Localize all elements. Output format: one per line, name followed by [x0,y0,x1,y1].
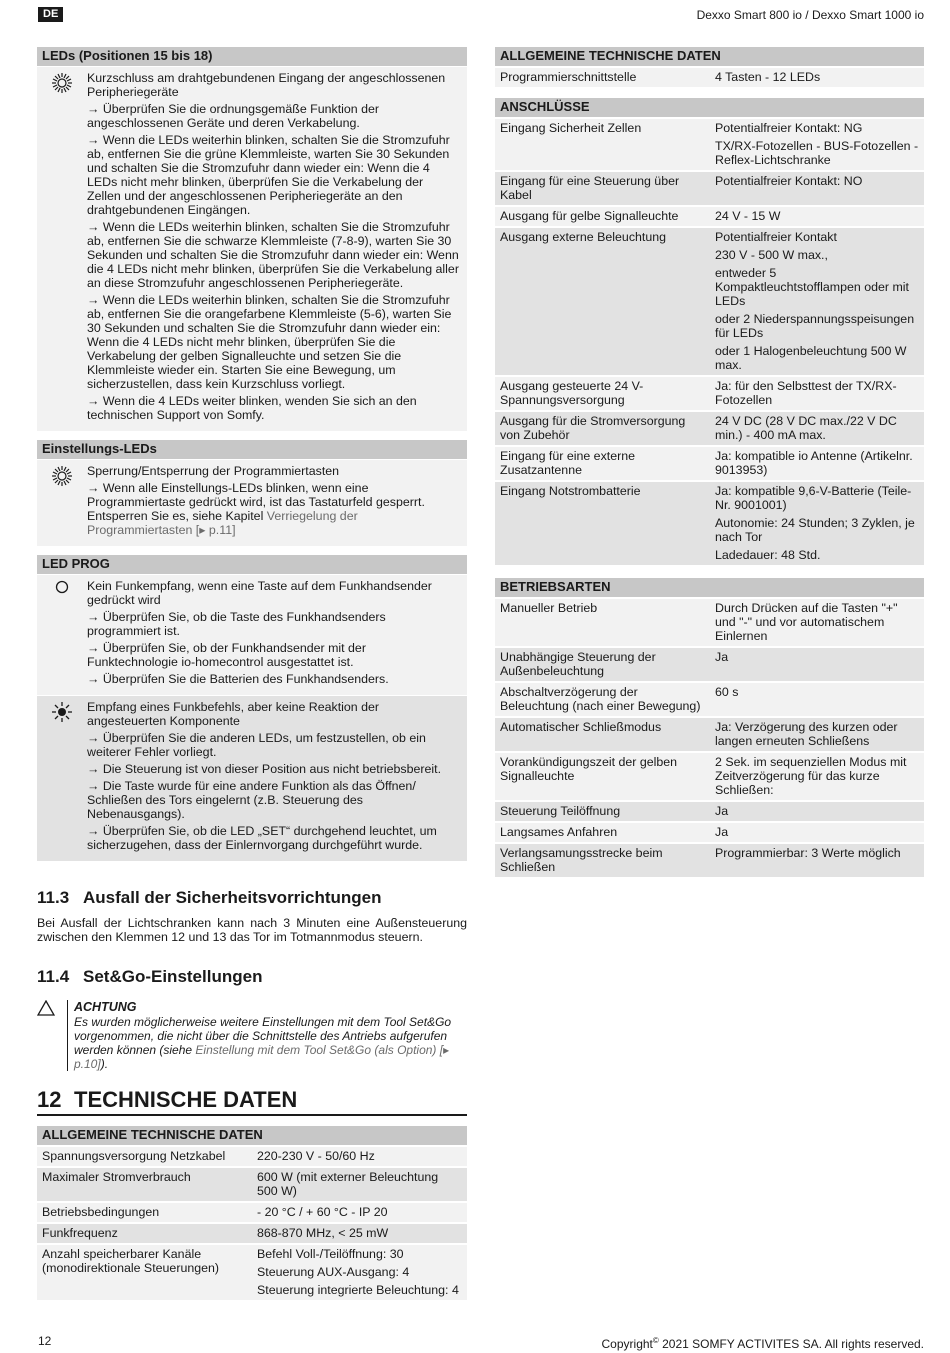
table-row [495,170,924,205]
table-value-line: Befehl Voll-/Teilöffnung: 30 [257,1247,404,1261]
table-row [495,205,924,226]
leds-item: → Wenn die LEDs weiterhin blinken, schalten Sie die Stromzufuhr ab, entfernen Sie die grüne Klemmleiste, warten Sie 30 Sekunden und schalten Sie die Stromzufuhr dann wieder ein: Wenn die 4 LEDs nicht mehr blinken, überprüfen Sie die Verkabelung der Zellen und der angeschlossenen Peripheriegeräte an den drahtgebundenen Eingängen. [87,133,450,217]
table-value-line: Ja: Verzögerung des kurzen oder langen erneuten Schließens [715,720,898,748]
leds-item: → Wenn die LEDs weiterhin blinken, schalten Sie die Stromzufuhr ab, entfernen Sie die orangefarbene Klemmleiste (5-6), warten Sie 30 Sekunden und schalten Sie die Stromzufuhr dann wieder ein: Wenn die 4 LEDs nicht mehr blinken, überprüfen Sie die Verkabelung der gelben Signalleuchte und setzen Sie die Klemmleiste wieder ein. Starten Sie eine Bewegung, um sicherzustellen, dass kein Kurzschluss vorliegt. [87,293,452,391]
table-value-line: Ja [715,804,729,818]
table-value-line: Steuerung integrierte Beleuchtung: 4 [257,1283,459,1297]
led-prog-item: → Überprüfen Sie, ob die LED „SET“ durchgehend leuchtet, um sicherzugehen, dass der Einlernvorgang durchgeführt wurde. [87,824,437,852]
warning-text: Es wurden möglicherweise weitere Einstellungen mit dem Tool Set&Go vorgenommen, die nicht über die Schnittstelle des Antriebs aufgerufen werden können (siehe [74,1015,452,1057]
connections-header: ANSCHLÜSSE [495,97,924,117]
table-key: Eingang für eine externe Zusatzantenne [500,449,636,477]
table-value [710,412,924,445]
table-row [495,597,924,646]
leds-heading: Kurzschluss am drahtgebundenen Eingang der angeschlossenen Peripheriegeräte [87,71,446,99]
table-value-line: 4 Tasten - 12 LEDs [715,70,821,84]
table-row [495,410,924,445]
table-value [710,802,924,821]
warning-icon [37,1000,67,1071]
copyright: Copyright© 2021 SOMFY ACTIVITES SA. All rights reserved. [601,1336,924,1351]
table-row [495,66,924,87]
table-key: Unabhängige Steuerung der Außenbeleuchtung [500,650,656,678]
led-prog-item: → Die Taste wurde für eine andere Funktion als das Öffnen/ Schließen des Tors eingelernt (z.B. Steuerung des Nebenausgangs). [87,779,416,821]
table-key: Steuerung Teilöffnung [500,804,621,818]
table-key: Eingang für eine Steuerung über Kabel [500,174,680,202]
warning-link[interactable]: Einstellung mit dem Tool Set&Go (als Option) [▸ p.10] [74,1043,450,1071]
table-row [495,716,924,751]
table-value [710,207,924,226]
general-left-header: ALLGEMEINE TECHNISCHE DATEN [37,1125,467,1145]
led-blinking-icon [37,464,87,540]
table-value-line: Ja [715,825,729,839]
table-value-line: 220-230 V - 50/60 Hz [257,1149,375,1163]
table-key: Ausgang externe Beleuchtung [500,230,667,244]
document-title: Dexxo Smart 800 io / Dexxo Smart 1000 io [696,8,924,22]
general-data-table-left [37,1125,467,1300]
table-value-line: Programmierbar: 3 Werte möglich [715,846,901,860]
table-value-line: entweder 5 Kompaktleuchtstofflampen oder mit LEDs [715,266,909,308]
led-blinking-icon [37,71,87,425]
table-value-line: Potentialfreier Kontakt: NG [715,121,863,135]
section-11-3-title: 11.3 Ausfall der Sicherheitsvorrichtungen [37,888,382,907]
table-key: Ausgang gesteuerte 24 V-Spannungsversorgung [500,379,644,407]
table-value [252,1168,467,1201]
chapter-12-title: 12 TECHNISCHE DATEN [37,1088,467,1116]
table-row [37,1201,467,1222]
table-value-line: 24 V DC (28 V DC max./22 V DC min.) - 400 mA max. [715,414,897,442]
led-prog-item: → Überprüfen Sie, ob der Funkhandsender mit der Funktechnologie io-homecontrol ausgestattet ist. [87,641,366,669]
settings-leds-heading: Sperrung/Entsperrung der Programmiertasten [87,464,340,478]
table-key: Ausgang für gelbe Signalleuchte [500,209,679,223]
table-value-line: Autonomie: 24 Stunden; 3 Zyklen, je nach Tor [715,516,915,544]
table-key: Funkfrequenz [42,1226,118,1240]
general-right-header: ALLGEMEINE TECHNISCHE DATEN [495,46,924,66]
section-11-3-text: Bei Ausfall der Lichtschranken kann nach 3 Minuten eine Außensteuerung zwischen den Klemmen 12 und 13 das Tor im Totmannmodus steuern. [37,916,467,944]
table-row [495,117,924,170]
table-value [710,68,924,87]
table-key: Betriebsbedingungen [42,1205,160,1219]
table-value-line: TX/RX-Fotozellen - BUS-Fotozellen - Reflex-Lichtschranke [715,139,919,167]
settings-leds-link[interactable]: Verriegelung der Programmiertasten [▸ p.11] [87,509,358,537]
table-key: Vorankündigungszeit der gelben Signalleuchte [500,755,678,783]
table-value-line: 2 Sek. im sequenziellen Modus mit Zeitverzögerung für das kurze Schließen: [715,755,907,797]
table-row [495,800,924,821]
table-value [710,753,924,800]
table-row [37,1222,467,1243]
leds-item: → Wenn die LEDs weiterhin blinken, schalten Sie die Stromzufuhr ab, entfernen Sie die schwarze Klemmleiste (7-8-9), warten Sie 30 Sekunden und schalten Sie die Stromzufuhr dann wieder ein: Wenn die 4 LEDs nicht mehr blinken, überprüfen Sie die Verkabelung aller an diese Stromzufuhr angeschlossenen Peripheriegeräte. [87,220,459,290]
table-value [710,447,924,480]
table-value [710,228,924,375]
table-value [710,648,924,681]
led-on-icon [37,700,87,855]
leds-item: → Überprüfen Sie die ordnungsgemäße Funktion der angeschlossenen Geräte und deren Verkabelung. [87,102,380,130]
modes-header: BETRIEBSARTEN [495,577,924,597]
table-row [495,646,924,681]
table-value-line: oder 1 Halogenbeleuchtung 500 W max. [715,344,907,372]
table-row [495,681,924,716]
table-value [252,1203,467,1222]
led-prog-header: LED PROG [37,554,467,574]
led-prog-block1-heading: Kein Funkempfang, wenn eine Taste auf dem Funkhandsender gedrückt wird [87,579,432,607]
table-value [252,1224,467,1243]
table-key: Eingang Sicherheit Zellen [500,121,642,135]
table-value-line: Potentialfreier Kontakt [715,230,837,244]
table-value-line: oder 2 Niederspannungsspeisungen für LEDs [715,312,915,340]
left-column [37,46,467,861]
table-value-line: Ja [715,650,729,664]
table-key: Programmierschnittstelle [500,70,637,84]
table-key: Spannungsversorgung Netzkabel [42,1149,226,1163]
table-key: Manueller Betrieb [500,601,598,615]
table-value-line: Ladedauer: 48 Std. [715,548,821,562]
table-key: Abschaltverzögerung der Beleuchtung (nach einer Bewegung) [500,685,701,713]
table-key: Eingang Notstrombatterie [500,484,641,498]
table-value [710,599,924,646]
table-value-line: Potentialfreier Kontakt: NO [715,174,863,188]
table-value [710,718,924,751]
led-prog-item: → Überprüfen Sie die anderen LEDs, um festzustellen, ob ein weiterer Fehler vorliegt. [87,731,426,759]
table-row [37,1243,467,1300]
table-value [710,844,924,877]
warning-box: ACHTUNG Es wurden möglicherweise weitere Einstellungen mit dem Tool Set&Go vorgenommen, die nicht über die Schnittstelle des Antriebs aufgerufen werden können (siehe Einstellung mit dem Tool Set&Go (als Option) [▸ p.10]). [37,1000,467,1071]
table-row [495,842,924,877]
table-key: Langsames Anfahren [500,825,618,839]
table-value-line: 24 V - 15 W [715,209,781,223]
leds-row [37,66,467,431]
leds-item: → Wenn die 4 LEDs weiter blinken, wenden Sie sich an den technischen Support von Somfy. [87,394,417,422]
table-key: Anzahl speicherbarer Kanäle (monodirektionale Steuerungen) [42,1247,220,1275]
table-value [710,482,924,565]
settings-leds-row [37,459,467,546]
table-value-line: Ja: kompatible io Antenne (Artikelnr. 9013953) [715,449,913,477]
led-prog-row-off [37,574,467,695]
settings-leds-header: Einstellungs-LEDs [37,439,467,459]
table-value [710,377,924,410]
page-number: 12 [38,1334,52,1348]
table-row [495,226,924,375]
table-value-line: - 20 °C / + 60 °C - IP 20 [257,1205,388,1219]
table-row [37,1145,467,1166]
leds-header: LEDs (Positionen 15 bis 18) [37,46,467,66]
table-value [252,1245,467,1300]
table-row [495,445,924,480]
right-column [495,46,924,877]
led-prog-block2-heading: Empfang eines Funkbefehls, aber keine Reaktion der angesteuerten Komponente [87,700,380,728]
table-row [495,821,924,842]
table-value [710,823,924,842]
led-prog-row-on [37,695,467,861]
table-value [710,683,924,716]
led-prog-item: → Überprüfen Sie, ob die Taste des Funkhandsenders programmiert ist. [87,610,386,638]
led-prog-item: → Überprüfen Sie die Batterien des Funkhandsenders. [87,672,389,686]
table-value [252,1147,467,1166]
table-value-line: Durch Drücken auf die Tasten "+" und "-" und vor automatischem Einlernen [715,601,898,643]
table-row [495,751,924,800]
table-value-line: 868-870 MHz, < 25 mW [257,1226,389,1240]
table-value-line: 230 V - 500 W max., [715,248,828,262]
table-row [37,1166,467,1201]
led-off-icon [37,579,87,689]
table-value-line: 600 W (mit externer Beleuchtung 500 W) [257,1170,439,1198]
table-value-line: Steuerung AUX-Ausgang: 4 [257,1265,410,1279]
settings-leds-text: → Wenn alle Einstellungs-LEDs blinken, wenn eine Programmiertaste gedrückt wird, ist das Tastaturfeld gesperrt. Entsperren Sie es, siehe Kapitel [87,481,425,523]
table-key: Ausgang für die Stromversorgung von Zubehör [500,414,686,442]
language-badge: DE [38,7,63,22]
table-key: Verlangsamungsstrecke beim Schließen [500,846,663,874]
section-11-4-title: 11.4 Set&Go-Einstellungen [37,967,263,986]
table-row [495,375,924,410]
table-value [710,119,924,170]
table-value-line: 60 s [715,685,739,699]
led-prog-item: → Die Steuerung ist von dieser Position aus nicht betriebsbereit. [87,762,442,776]
warning-title: ACHTUNG [74,1000,137,1014]
table-key: Automatischer Schließmodus [500,720,662,734]
table-value [710,172,924,205]
table-row [495,480,924,565]
table-key: Maximaler Stromverbrauch [42,1170,191,1184]
table-value-line: Ja: für den Selbsttest der TX/RX-Fotozellen [715,379,897,407]
table-value-line: Ja: kompatible 9,6-V-Batterie (Teile-Nr. 9001001) [715,484,912,512]
